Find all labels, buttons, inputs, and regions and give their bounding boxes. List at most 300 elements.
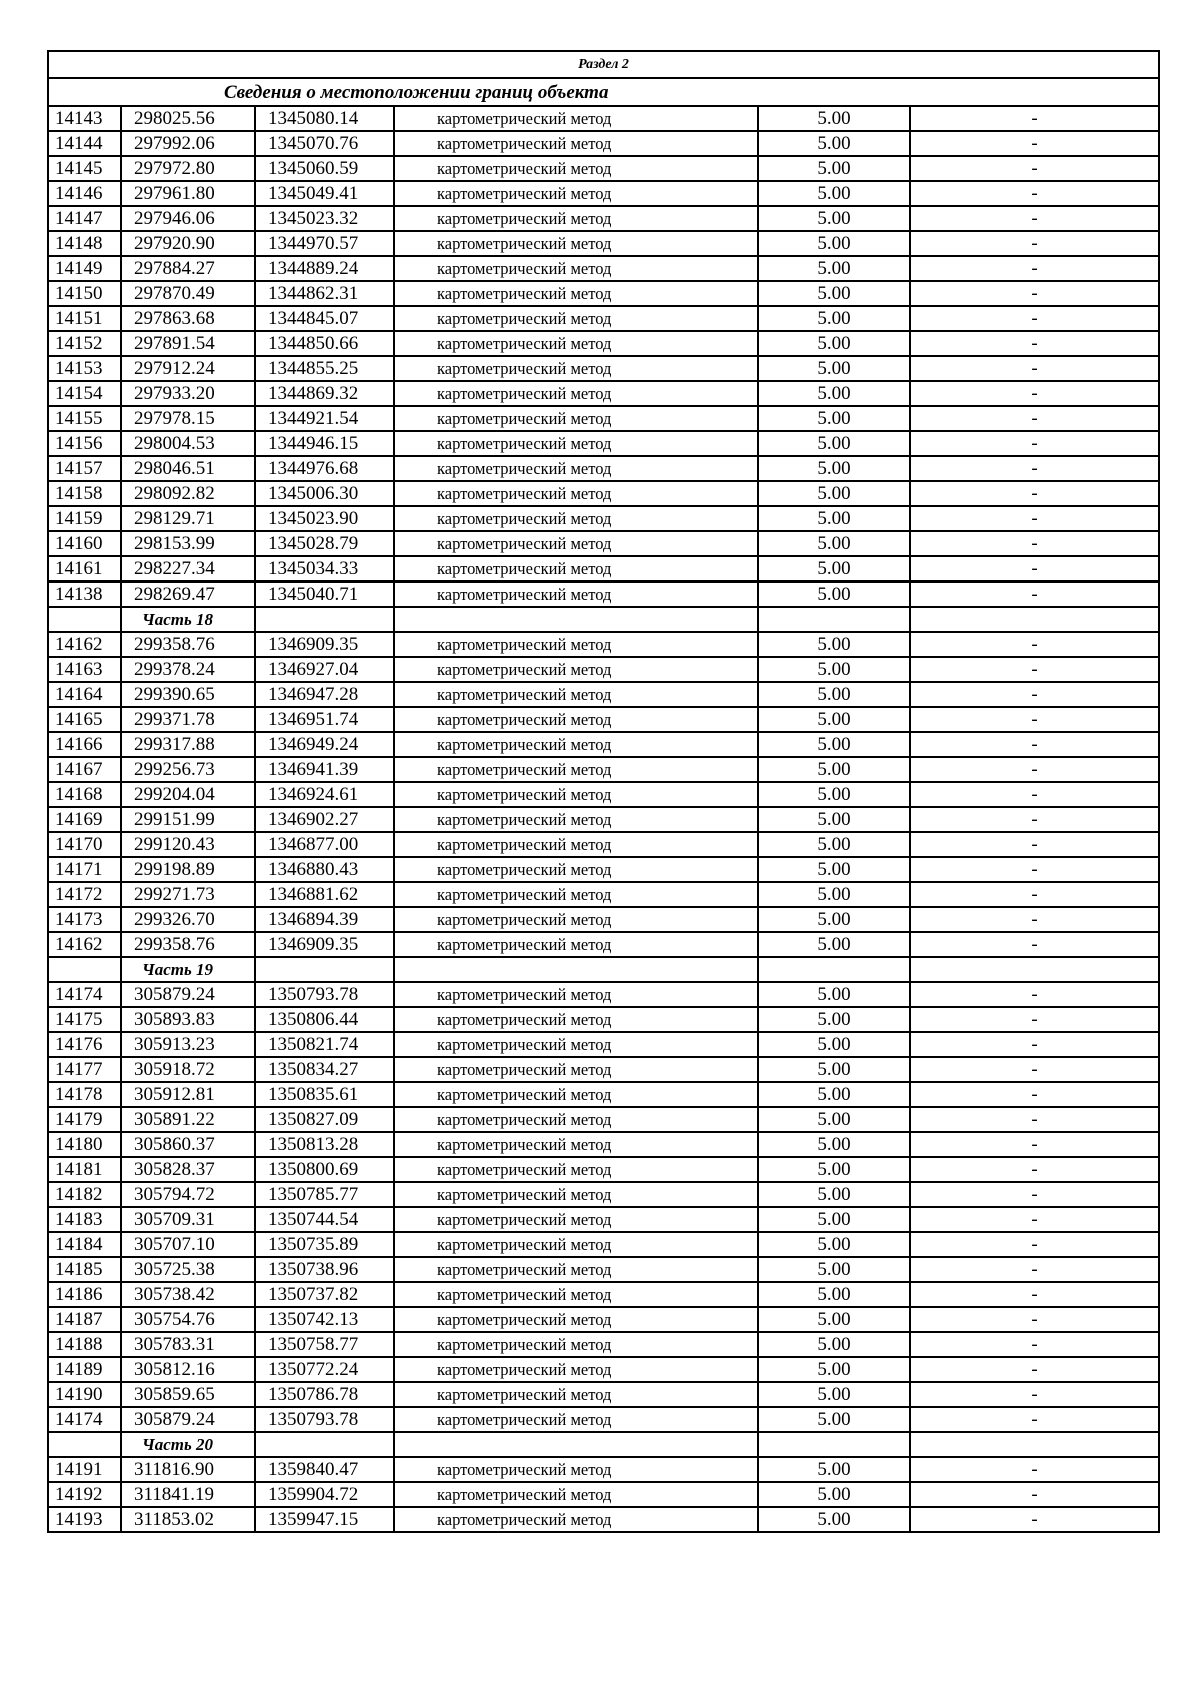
accuracy-cell: 5.00 bbox=[758, 1132, 910, 1157]
accuracy-cell: 5.00 bbox=[758, 1257, 910, 1282]
x-coordinate-cell: 299256.73 bbox=[121, 757, 255, 782]
note-cell: - bbox=[910, 506, 1159, 531]
y-coordinate-cell: 1345049.41 bbox=[255, 181, 394, 206]
note-cell: - bbox=[910, 1282, 1159, 1307]
method-cell: картометрический метод bbox=[394, 1357, 758, 1382]
y-coordinate-cell: 1346909.35 bbox=[255, 632, 394, 657]
accuracy-cell: 5.00 bbox=[758, 1157, 910, 1182]
method-cell: картометрический метод bbox=[394, 1507, 758, 1532]
note-cell: - bbox=[910, 1107, 1159, 1132]
point-number-cell: 14157 bbox=[48, 456, 121, 481]
x-coordinate-cell: 305879.24 bbox=[121, 982, 255, 1007]
y-coordinate-cell: 1346877.00 bbox=[255, 832, 394, 857]
table-row bbox=[48, 1507, 1159, 1532]
accuracy-cell: 5.00 bbox=[758, 181, 910, 206]
point-number-cell: 14193 bbox=[48, 1507, 121, 1532]
point-number-cell: 14180 bbox=[48, 1132, 121, 1157]
table-row bbox=[48, 1207, 1159, 1232]
method-cell: картометрический метод bbox=[394, 206, 758, 231]
empty-cell bbox=[394, 1432, 758, 1457]
method-cell: картометрический метод bbox=[394, 907, 758, 932]
x-coordinate-cell: 297992.06 bbox=[121, 131, 255, 156]
y-coordinate-cell: 1350738.96 bbox=[255, 1257, 394, 1282]
note-cell: - bbox=[910, 832, 1159, 857]
table-row bbox=[48, 1182, 1159, 1207]
y-coordinate-cell: 1344869.32 bbox=[255, 381, 394, 406]
method-cell: картометрический метод bbox=[394, 556, 758, 582]
y-coordinate-cell: 1344845.07 bbox=[255, 306, 394, 331]
note-cell: - bbox=[910, 1357, 1159, 1382]
table-row bbox=[48, 1032, 1159, 1057]
note-cell: - bbox=[910, 281, 1159, 306]
x-coordinate-cell: 297978.15 bbox=[121, 406, 255, 431]
accuracy-cell: 5.00 bbox=[758, 556, 910, 582]
x-coordinate-cell: 297912.24 bbox=[121, 356, 255, 381]
x-coordinate-cell: 305794.72 bbox=[121, 1182, 255, 1207]
x-coordinate-cell: 297884.27 bbox=[121, 256, 255, 281]
point-number-cell: 14162 bbox=[48, 932, 121, 957]
y-coordinate-cell: 1346949.24 bbox=[255, 732, 394, 757]
note-cell: - bbox=[910, 181, 1159, 206]
accuracy-cell: 5.00 bbox=[758, 1332, 910, 1357]
note-cell: - bbox=[910, 431, 1159, 456]
x-coordinate-cell: 305893.83 bbox=[121, 1007, 255, 1032]
y-coordinate-cell: 1345080.14 bbox=[255, 106, 394, 131]
accuracy-cell: 5.00 bbox=[758, 932, 910, 957]
note-cell: - bbox=[910, 682, 1159, 707]
y-coordinate-cell: 1350834.27 bbox=[255, 1057, 394, 1082]
accuracy-cell: 5.00 bbox=[758, 732, 910, 757]
table-row bbox=[48, 481, 1159, 506]
accuracy-cell: 5.00 bbox=[758, 1082, 910, 1107]
x-coordinate-cell: 297891.54 bbox=[121, 331, 255, 356]
accuracy-cell: 5.00 bbox=[758, 506, 910, 531]
point-number-cell: 14146 bbox=[48, 181, 121, 206]
empty-cell bbox=[255, 957, 394, 982]
accuracy-cell: 5.00 bbox=[758, 306, 910, 331]
x-coordinate-cell: 305860.37 bbox=[121, 1132, 255, 1157]
accuracy-cell: 5.00 bbox=[758, 582, 910, 608]
table-row bbox=[48, 1082, 1159, 1107]
point-number-cell: 14145 bbox=[48, 156, 121, 181]
y-coordinate-cell: 1344855.25 bbox=[255, 356, 394, 381]
x-coordinate-cell: 299317.88 bbox=[121, 732, 255, 757]
accuracy-cell: 5.00 bbox=[758, 1482, 910, 1507]
part-label: Часть 19 bbox=[121, 957, 255, 982]
table-row bbox=[48, 406, 1159, 431]
method-cell: картометрический метод bbox=[394, 807, 758, 832]
note-cell: - bbox=[910, 1132, 1159, 1157]
accuracy-cell: 5.00 bbox=[758, 882, 910, 907]
empty-cell bbox=[48, 957, 121, 982]
note-cell: - bbox=[910, 1332, 1159, 1357]
point-number-cell: 14175 bbox=[48, 1007, 121, 1032]
point-number-cell: 14164 bbox=[48, 682, 121, 707]
table-row bbox=[48, 456, 1159, 481]
x-coordinate-cell: 297863.68 bbox=[121, 306, 255, 331]
x-coordinate-cell: 305754.76 bbox=[121, 1307, 255, 1332]
point-number-cell: 14150 bbox=[48, 281, 121, 306]
y-coordinate-cell: 1350793.78 bbox=[255, 982, 394, 1007]
table-row bbox=[48, 682, 1159, 707]
table-row bbox=[48, 531, 1159, 556]
method-cell: картометрический метод bbox=[394, 1057, 758, 1082]
x-coordinate-cell: 299151.99 bbox=[121, 807, 255, 832]
note-cell: - bbox=[910, 1382, 1159, 1407]
y-coordinate-cell: 1346941.39 bbox=[255, 757, 394, 782]
point-number-cell: 14174 bbox=[48, 1407, 121, 1432]
accuracy-cell: 5.00 bbox=[758, 1507, 910, 1532]
x-coordinate-cell: 305738.42 bbox=[121, 1282, 255, 1307]
method-cell: картометрический метод bbox=[394, 657, 758, 682]
method-cell: картометрический метод bbox=[394, 682, 758, 707]
table-row bbox=[48, 1482, 1159, 1507]
table-row bbox=[48, 1307, 1159, 1332]
x-coordinate-cell: 305918.72 bbox=[121, 1057, 255, 1082]
point-number-cell: 14154 bbox=[48, 381, 121, 406]
method-cell: картометрический метод bbox=[394, 356, 758, 381]
x-coordinate-cell: 311853.02 bbox=[121, 1507, 255, 1532]
method-cell: картометрический метод bbox=[394, 256, 758, 281]
x-coordinate-cell: 305725.38 bbox=[121, 1257, 255, 1282]
method-cell: картометрический метод bbox=[394, 1382, 758, 1407]
x-coordinate-cell: 299358.76 bbox=[121, 932, 255, 957]
y-coordinate-cell: 1345040.71 bbox=[255, 582, 394, 608]
note-cell: - bbox=[910, 106, 1159, 131]
method-cell: картометрический метод bbox=[394, 982, 758, 1007]
accuracy-cell: 5.00 bbox=[758, 231, 910, 256]
note-cell: - bbox=[910, 1507, 1159, 1532]
empty-cell bbox=[394, 607, 758, 632]
table-row bbox=[48, 331, 1159, 356]
point-number-cell: 14178 bbox=[48, 1082, 121, 1107]
accuracy-cell: 5.00 bbox=[758, 807, 910, 832]
point-number-cell: 14161 bbox=[48, 556, 121, 582]
y-coordinate-cell: 1350735.89 bbox=[255, 1232, 394, 1257]
table-row bbox=[48, 506, 1159, 531]
y-coordinate-cell: 1344970.57 bbox=[255, 231, 394, 256]
x-coordinate-cell: 305783.31 bbox=[121, 1332, 255, 1357]
table-row bbox=[48, 1457, 1159, 1482]
table-row bbox=[48, 982, 1159, 1007]
note-cell: - bbox=[910, 707, 1159, 732]
point-number-cell: 14167 bbox=[48, 757, 121, 782]
accuracy-cell: 5.00 bbox=[758, 206, 910, 231]
x-coordinate-cell: 298092.82 bbox=[121, 481, 255, 506]
empty-cell bbox=[910, 607, 1159, 632]
x-coordinate-cell: 305812.16 bbox=[121, 1357, 255, 1382]
point-number-cell: 14188 bbox=[48, 1332, 121, 1357]
method-cell: картометрический метод bbox=[394, 1082, 758, 1107]
point-number-cell: 14151 bbox=[48, 306, 121, 331]
y-coordinate-cell: 1346951.74 bbox=[255, 707, 394, 732]
table-title-row bbox=[48, 78, 1159, 106]
x-coordinate-cell: 297933.20 bbox=[121, 381, 255, 406]
table-row bbox=[48, 732, 1159, 757]
table-row bbox=[48, 857, 1159, 882]
accuracy-cell: 5.00 bbox=[758, 657, 910, 682]
y-coordinate-cell: 1344862.31 bbox=[255, 281, 394, 306]
table-row bbox=[48, 1007, 1159, 1032]
accuracy-cell: 5.00 bbox=[758, 106, 910, 131]
x-coordinate-cell: 298227.34 bbox=[121, 556, 255, 582]
note-cell: - bbox=[910, 356, 1159, 381]
x-coordinate-cell: 299120.43 bbox=[121, 832, 255, 857]
note-cell: - bbox=[910, 1057, 1159, 1082]
y-coordinate-cell: 1350793.78 bbox=[255, 1407, 394, 1432]
y-coordinate-cell: 1344921.54 bbox=[255, 406, 394, 431]
method-cell: картометрический метод bbox=[394, 1232, 758, 1257]
table-row bbox=[48, 131, 1159, 156]
note-cell: - bbox=[910, 531, 1159, 556]
point-number-cell: 14165 bbox=[48, 707, 121, 732]
point-number-cell: 14162 bbox=[48, 632, 121, 657]
note-cell: - bbox=[910, 982, 1159, 1007]
point-number-cell: 14177 bbox=[48, 1057, 121, 1082]
y-coordinate-cell: 1350813.28 bbox=[255, 1132, 394, 1157]
part-label: Часть 20 bbox=[121, 1432, 255, 1457]
point-number-cell: 14182 bbox=[48, 1182, 121, 1207]
accuracy-cell: 5.00 bbox=[758, 982, 910, 1007]
y-coordinate-cell: 1346924.61 bbox=[255, 782, 394, 807]
point-number-cell: 14190 bbox=[48, 1382, 121, 1407]
note-cell: - bbox=[910, 256, 1159, 281]
point-number-cell: 14179 bbox=[48, 1107, 121, 1132]
y-coordinate-cell: 1350786.78 bbox=[255, 1382, 394, 1407]
y-coordinate-cell: 1346909.35 bbox=[255, 932, 394, 957]
method-cell: картометрический метод bbox=[394, 1307, 758, 1332]
point-number-cell: 14159 bbox=[48, 506, 121, 531]
accuracy-cell: 5.00 bbox=[758, 782, 910, 807]
method-cell: картометрический метод bbox=[394, 1407, 758, 1432]
y-coordinate-cell: 1350806.44 bbox=[255, 1007, 394, 1032]
note-cell: - bbox=[910, 907, 1159, 932]
point-number-cell: 14184 bbox=[48, 1232, 121, 1257]
x-coordinate-cell: 311841.19 bbox=[121, 1482, 255, 1507]
x-coordinate-cell: 299371.78 bbox=[121, 707, 255, 732]
table-row bbox=[48, 206, 1159, 231]
empty-cell bbox=[910, 1432, 1159, 1457]
table-row bbox=[48, 1157, 1159, 1182]
table-row bbox=[48, 932, 1159, 957]
y-coordinate-cell: 1350758.77 bbox=[255, 1332, 394, 1357]
method-cell: картометрический метод bbox=[394, 1132, 758, 1157]
accuracy-cell: 5.00 bbox=[758, 406, 910, 431]
note-cell: - bbox=[910, 757, 1159, 782]
point-number-cell: 14176 bbox=[48, 1032, 121, 1057]
x-coordinate-cell: 297961.80 bbox=[121, 181, 255, 206]
note-cell: - bbox=[910, 1407, 1159, 1432]
point-number-cell: 14174 bbox=[48, 982, 121, 1007]
note-cell: - bbox=[910, 1032, 1159, 1057]
point-number-cell: 14153 bbox=[48, 356, 121, 381]
accuracy-cell: 5.00 bbox=[758, 1457, 910, 1482]
y-coordinate-cell: 1345028.79 bbox=[255, 531, 394, 556]
method-cell: картометрический метод bbox=[394, 1482, 758, 1507]
method-cell: картометрический метод bbox=[394, 1207, 758, 1232]
method-cell: картометрический метод bbox=[394, 1157, 758, 1182]
method-cell: картометрический метод bbox=[394, 306, 758, 331]
empty-cell bbox=[910, 957, 1159, 982]
method-cell: картометрический метод bbox=[394, 832, 758, 857]
accuracy-cell: 5.00 bbox=[758, 156, 910, 181]
point-number-cell: 14172 bbox=[48, 882, 121, 907]
accuracy-cell: 5.00 bbox=[758, 1407, 910, 1432]
x-coordinate-cell: 305912.81 bbox=[121, 1082, 255, 1107]
note-cell: - bbox=[910, 932, 1159, 957]
method-cell: картометрический метод bbox=[394, 882, 758, 907]
note-cell: - bbox=[910, 1257, 1159, 1282]
method-cell: картометрический метод bbox=[394, 331, 758, 356]
accuracy-cell: 5.00 bbox=[758, 1357, 910, 1382]
table-row bbox=[48, 632, 1159, 657]
table-row bbox=[48, 381, 1159, 406]
method-cell: картометрический метод bbox=[394, 281, 758, 306]
note-cell: - bbox=[910, 1082, 1159, 1107]
table-row bbox=[48, 657, 1159, 682]
note-cell: - bbox=[910, 1307, 1159, 1332]
note-cell: - bbox=[910, 857, 1159, 882]
empty-cell bbox=[48, 1432, 121, 1457]
y-coordinate-cell: 1346927.04 bbox=[255, 657, 394, 682]
note-cell: - bbox=[910, 331, 1159, 356]
table-row bbox=[48, 757, 1159, 782]
point-number-cell: 14166 bbox=[48, 732, 121, 757]
table-row bbox=[48, 1232, 1159, 1257]
note-cell: - bbox=[910, 582, 1159, 608]
x-coordinate-cell: 305859.65 bbox=[121, 1382, 255, 1407]
y-coordinate-cell: 1346902.27 bbox=[255, 807, 394, 832]
x-coordinate-cell: 305707.10 bbox=[121, 1232, 255, 1257]
method-cell: картометрический метод bbox=[394, 156, 758, 181]
x-coordinate-cell: 297972.80 bbox=[121, 156, 255, 181]
x-coordinate-cell: 298046.51 bbox=[121, 456, 255, 481]
table-row bbox=[48, 1382, 1159, 1407]
accuracy-cell: 5.00 bbox=[758, 857, 910, 882]
point-number-cell: 14173 bbox=[48, 907, 121, 932]
part-header-row bbox=[48, 1432, 1159, 1457]
x-coordinate-cell: 299326.70 bbox=[121, 907, 255, 932]
accuracy-cell: 5.00 bbox=[758, 1032, 910, 1057]
boundary-points-table bbox=[47, 50, 1160, 1533]
method-cell: картометрический метод bbox=[394, 406, 758, 431]
x-coordinate-cell: 298129.71 bbox=[121, 506, 255, 531]
y-coordinate-cell: 1346881.62 bbox=[255, 882, 394, 907]
accuracy-cell: 5.00 bbox=[758, 381, 910, 406]
point-number-cell: 14168 bbox=[48, 782, 121, 807]
table-row bbox=[48, 156, 1159, 181]
note-cell: - bbox=[910, 481, 1159, 506]
accuracy-cell: 5.00 bbox=[758, 1282, 910, 1307]
note-cell: - bbox=[910, 732, 1159, 757]
method-cell: картометрический метод bbox=[394, 1182, 758, 1207]
x-coordinate-cell: 299358.76 bbox=[121, 632, 255, 657]
y-coordinate-cell: 1346880.43 bbox=[255, 857, 394, 882]
accuracy-cell: 5.00 bbox=[758, 1207, 910, 1232]
part-header-row bbox=[48, 957, 1159, 982]
method-cell: картометрический метод bbox=[394, 632, 758, 657]
accuracy-cell: 5.00 bbox=[758, 1007, 910, 1032]
x-coordinate-cell: 305709.31 bbox=[121, 1207, 255, 1232]
table-row bbox=[48, 1282, 1159, 1307]
note-cell: - bbox=[910, 131, 1159, 156]
table-row bbox=[48, 832, 1159, 857]
method-cell: картометрический метод bbox=[394, 1332, 758, 1357]
accuracy-cell: 5.00 bbox=[758, 431, 910, 456]
x-coordinate-cell: 297920.90 bbox=[121, 231, 255, 256]
table-row bbox=[48, 907, 1159, 932]
x-coordinate-cell: 298269.47 bbox=[121, 582, 255, 608]
table-title: Сведения о местоположении границ объекта bbox=[48, 78, 1159, 106]
empty-cell bbox=[758, 957, 910, 982]
note-cell: - bbox=[910, 231, 1159, 256]
x-coordinate-cell: 298153.99 bbox=[121, 531, 255, 556]
point-number-cell: 14186 bbox=[48, 1282, 121, 1307]
accuracy-cell: 5.00 bbox=[758, 256, 910, 281]
note-cell: - bbox=[910, 1157, 1159, 1182]
accuracy-cell: 5.00 bbox=[758, 481, 910, 506]
y-coordinate-cell: 1359904.72 bbox=[255, 1482, 394, 1507]
table-row bbox=[48, 306, 1159, 331]
method-cell: картометрический метод bbox=[394, 1032, 758, 1057]
table-row bbox=[48, 1332, 1159, 1357]
accuracy-cell: 5.00 bbox=[758, 531, 910, 556]
method-cell: картометрический метод bbox=[394, 381, 758, 406]
method-cell: картометрический метод bbox=[394, 707, 758, 732]
empty-cell bbox=[394, 957, 758, 982]
section-title: Раздел 2 bbox=[48, 51, 1159, 78]
x-coordinate-cell: 298004.53 bbox=[121, 431, 255, 456]
y-coordinate-cell: 1345060.59 bbox=[255, 156, 394, 181]
method-cell: картометрический метод bbox=[394, 181, 758, 206]
x-coordinate-cell: 299378.24 bbox=[121, 657, 255, 682]
x-coordinate-cell: 297870.49 bbox=[121, 281, 255, 306]
y-coordinate-cell: 1350742.13 bbox=[255, 1307, 394, 1332]
method-cell: картометрический метод bbox=[394, 582, 758, 608]
x-coordinate-cell: 311816.90 bbox=[121, 1457, 255, 1482]
table-row bbox=[48, 231, 1159, 256]
x-coordinate-cell: 299204.04 bbox=[121, 782, 255, 807]
y-coordinate-cell: 1345070.76 bbox=[255, 131, 394, 156]
accuracy-cell: 5.00 bbox=[758, 832, 910, 857]
x-coordinate-cell: 305879.24 bbox=[121, 1407, 255, 1432]
accuracy-cell: 5.00 bbox=[758, 707, 910, 732]
table-row bbox=[48, 582, 1159, 608]
point-number-cell: 14147 bbox=[48, 206, 121, 231]
accuracy-cell: 5.00 bbox=[758, 356, 910, 381]
method-cell: картометрический метод bbox=[394, 231, 758, 256]
y-coordinate-cell: 1344976.68 bbox=[255, 456, 394, 481]
accuracy-cell: 5.00 bbox=[758, 131, 910, 156]
method-cell: картометрический метод bbox=[394, 1007, 758, 1032]
note-cell: - bbox=[910, 206, 1159, 231]
method-cell: картометрический метод bbox=[394, 782, 758, 807]
table-row bbox=[48, 1132, 1159, 1157]
y-coordinate-cell: 1346947.28 bbox=[255, 682, 394, 707]
note-cell: - bbox=[910, 782, 1159, 807]
table-row bbox=[48, 256, 1159, 281]
y-coordinate-cell: 1359947.15 bbox=[255, 1507, 394, 1532]
table-row bbox=[48, 281, 1159, 306]
table-row bbox=[48, 1357, 1159, 1382]
y-coordinate-cell: 1350827.09 bbox=[255, 1107, 394, 1132]
point-number-cell: 14148 bbox=[48, 231, 121, 256]
method-cell: картометрический метод bbox=[394, 131, 758, 156]
method-cell: картометрический метод bbox=[394, 506, 758, 531]
method-cell: картометрический метод bbox=[394, 1457, 758, 1482]
section-header-row bbox=[48, 51, 1159, 78]
table-row bbox=[48, 1407, 1159, 1432]
